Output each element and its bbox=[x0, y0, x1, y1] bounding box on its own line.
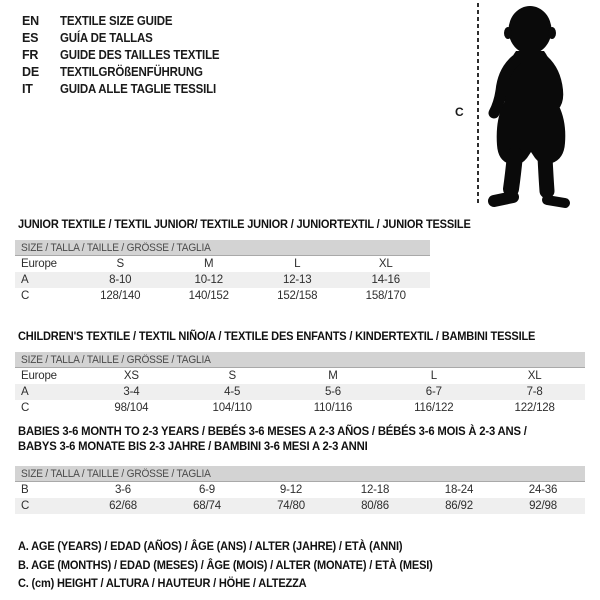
table-row bbox=[15, 384, 585, 400]
size-header-bar: SIZE / TALLA / TAILLE / GRÖSSE / TAGLIA bbox=[15, 466, 585, 482]
table-row bbox=[15, 256, 430, 272]
table-cell: M bbox=[204, 258, 214, 270]
table-row bbox=[15, 288, 430, 304]
language-title: TEXTILE SIZE GUIDE bbox=[60, 14, 173, 28]
table-rows bbox=[15, 256, 430, 304]
table-cell: 18-24 bbox=[444, 484, 474, 496]
table-cell: XL bbox=[378, 258, 393, 270]
table-cell: A bbox=[21, 386, 29, 398]
language-title: GUIDA ALLE TAGLIE TESSILI bbox=[60, 82, 216, 96]
table-cell: L bbox=[294, 258, 301, 270]
table-row bbox=[15, 272, 430, 288]
table-cell: 128/140 bbox=[100, 290, 141, 302]
height-dashed-line bbox=[477, 3, 479, 205]
size-header-bar: SIZE / TALLA / TAILLE / GRÖSSE / TAGLIA bbox=[15, 240, 430, 256]
table-cell: 158/170 bbox=[365, 290, 406, 302]
table-cell: 14-16 bbox=[371, 274, 400, 286]
table-cell: 9-12 bbox=[279, 484, 303, 496]
children-size-table bbox=[15, 352, 585, 416]
section-title-babies: BABIES 3-6 MONTH TO 2-3 YEARS / BEBÉS 3-6 MESES A 2-3 AÑOS / BÉBÉS 3-6 MOIS À 2-3 ANS / BABYS 3-6 MONATE BIS 2-3 JAHRE / BAMBINI 3-6 MESI A 2-3 ANNI bbox=[18, 424, 527, 453]
table-cell: S bbox=[228, 370, 236, 382]
table-cell: 80/86 bbox=[361, 500, 389, 512]
table-cell: 3-4 bbox=[123, 386, 140, 398]
table-cell: 12-18 bbox=[360, 484, 390, 496]
size-header-bar: SIZE / TALLA / TAILLE / GRÖSSE / TAGLIA bbox=[15, 352, 585, 368]
table-cell: A bbox=[21, 274, 29, 286]
language-row-fr bbox=[22, 47, 233, 64]
table-cell: XL bbox=[527, 370, 542, 382]
table-cell: 152/158 bbox=[277, 290, 318, 302]
table-cell: 140/152 bbox=[188, 290, 229, 302]
table-cell: 12-13 bbox=[283, 274, 312, 286]
language-title: GUIDE DES TAILLES TEXTILE bbox=[60, 48, 220, 62]
table-cell: 62/68 bbox=[109, 500, 137, 512]
legend-line-a: A. AGE (YEARS) / EDAD (AÑOS) / ÂGE (ANS) / ALTER (JAHRE) / ETÀ (ANNI) bbox=[18, 539, 403, 553]
table-cell: B bbox=[21, 484, 29, 496]
language-title: TEXTILGRÖßENFÜHRUNG bbox=[60, 65, 203, 79]
table-cell: 68/74 bbox=[193, 500, 221, 512]
table-cell: 4-5 bbox=[224, 386, 241, 398]
table-rows bbox=[15, 482, 585, 514]
table-cell: C bbox=[21, 500, 30, 512]
table-cell: 10-12 bbox=[194, 274, 223, 286]
height-measure-label: C bbox=[455, 105, 464, 119]
table-cell: 110/116 bbox=[313, 402, 353, 414]
table-rows bbox=[15, 368, 585, 416]
table-cell: 98/104 bbox=[114, 402, 149, 414]
table-row bbox=[15, 368, 585, 384]
table-cell: 3-6 bbox=[114, 484, 132, 496]
table-cell: C bbox=[21, 402, 30, 414]
language-code: IT bbox=[22, 82, 33, 96]
table-cell: L bbox=[430, 370, 437, 382]
table-cell: 74/80 bbox=[277, 500, 305, 512]
table-cell: C bbox=[21, 290, 30, 302]
table-cell: S bbox=[116, 258, 124, 270]
table-cell: XS bbox=[123, 370, 139, 382]
section-title-junior: JUNIOR TEXTILE / TEXTIL JUNIOR/ TEXTILE JUNIOR / JUNIORTEXTIL / JUNIOR TESSILE bbox=[18, 217, 471, 231]
table-cell: Europe bbox=[21, 370, 57, 382]
table-row bbox=[15, 498, 585, 514]
language-code: FR bbox=[22, 48, 39, 62]
table-cell: 86/92 bbox=[445, 500, 473, 512]
table-cell: 6-7 bbox=[425, 386, 442, 398]
babies-size-table bbox=[15, 466, 585, 514]
table-cell: 24-36 bbox=[528, 484, 558, 496]
legend-line-b: B. AGE (MONTHS) / EDAD (MESES) / ÂGE (MOIS) / ALTER (MONATE) / ETÀ (MESI) bbox=[18, 557, 433, 572]
table-cell: Europe bbox=[21, 258, 57, 270]
language-row-es bbox=[22, 30, 233, 47]
language-code: ES bbox=[22, 31, 39, 45]
table-cell: 6-9 bbox=[198, 484, 216, 496]
table-cell: 116/122 bbox=[414, 402, 454, 414]
language-row-de bbox=[22, 64, 233, 81]
table-cell: 7-8 bbox=[526, 386, 543, 398]
toddler-silhouette-icon bbox=[483, 5, 577, 209]
table-cell: 5-6 bbox=[324, 386, 341, 398]
language-title: GUÍA DE TALLAS bbox=[60, 31, 153, 45]
section-title-children: CHILDREN'S TEXTILE / TEXTIL NIÑO/A / TEXTILE DES ENFANTS / KINDERTEXTIL / BAMBINI TESSILE bbox=[18, 329, 536, 343]
legend-line-c: C. (cm) HEIGHT / ALTURA / HAUTEUR / HÖHE / ALTEZZA bbox=[18, 576, 307, 590]
language-list bbox=[22, 13, 233, 98]
table-cell: 104/110 bbox=[212, 402, 252, 414]
table-cell: 8-10 bbox=[109, 274, 132, 286]
table-cell: M bbox=[328, 370, 338, 382]
language-code: DE bbox=[22, 65, 39, 79]
table-cell: 122/128 bbox=[514, 402, 555, 414]
language-code: EN bbox=[22, 14, 39, 28]
table-cell: 92/98 bbox=[529, 500, 557, 512]
language-row-en bbox=[22, 13, 233, 30]
table-row bbox=[15, 482, 585, 498]
language-row-it bbox=[22, 81, 233, 98]
table-row bbox=[15, 400, 585, 416]
measurement-legend bbox=[18, 537, 469, 593]
junior-size-table bbox=[15, 240, 430, 304]
